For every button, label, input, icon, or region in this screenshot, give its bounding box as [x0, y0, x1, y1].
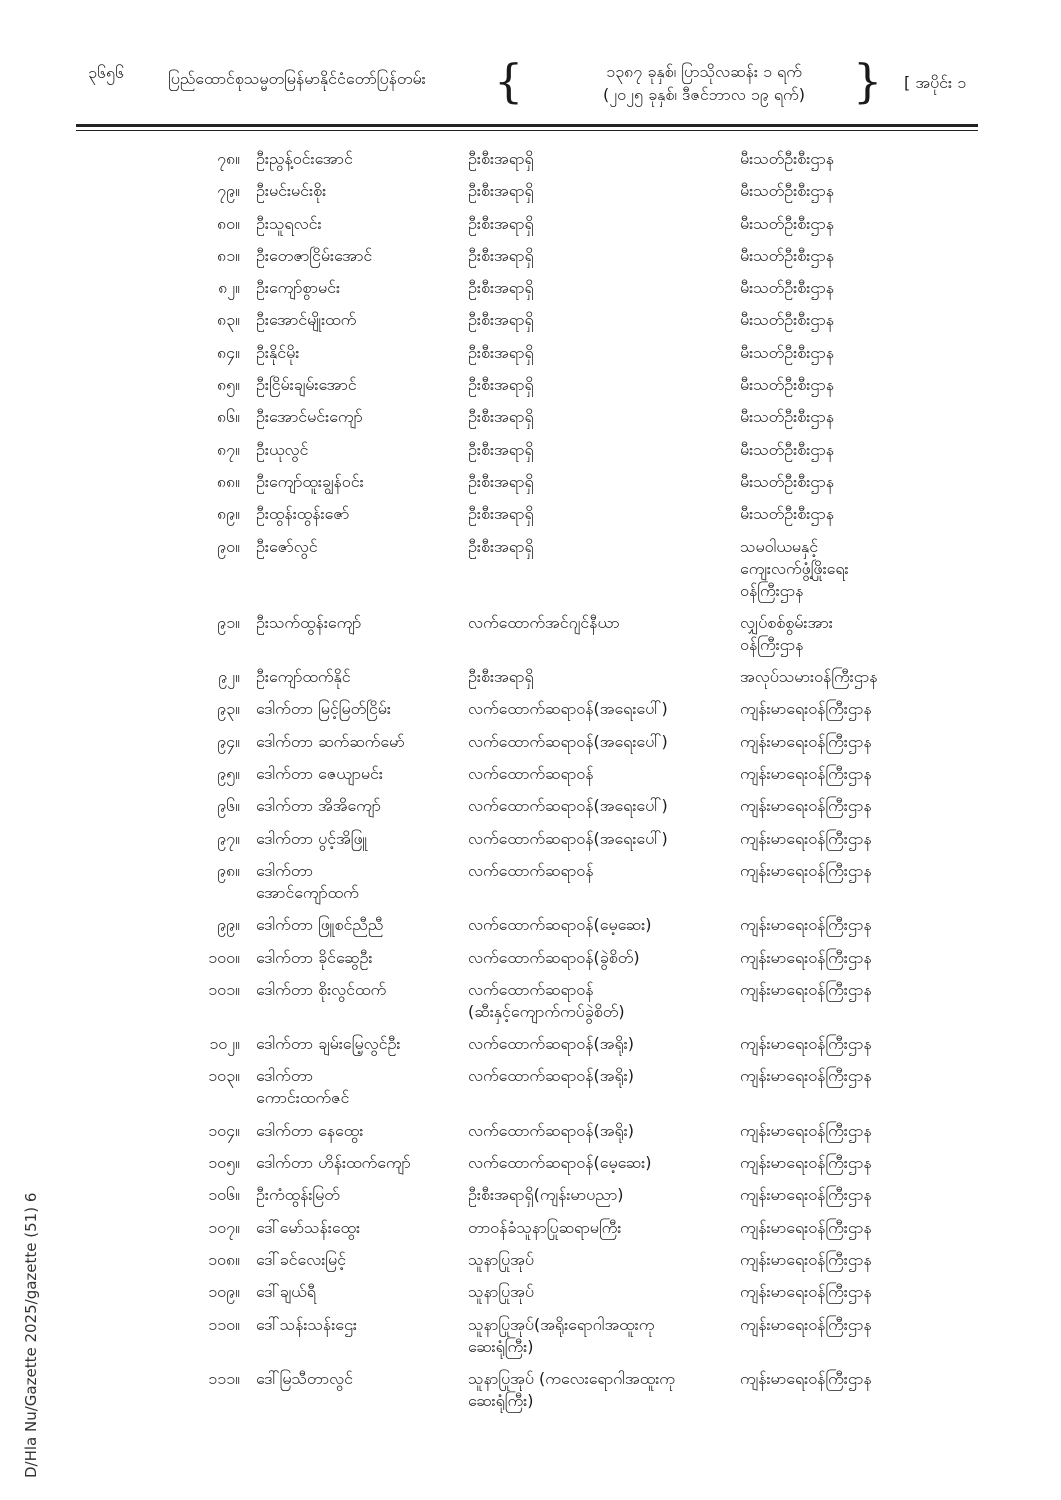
department-line: မီးသတ်ဦးစီးဌာန [740, 213, 834, 233]
item-number: ၈၄။ [217, 342, 240, 362]
department [740, 213, 970, 235]
position-line: ဆေးရုံကြီး) [468, 1390, 534, 1410]
list-item [0, 860, 1061, 914]
position [468, 979, 730, 1023]
issue-date [574, 60, 834, 106]
position-line: လက်ထောက်ဆရာဝန် [468, 979, 594, 999]
department [740, 763, 970, 785]
person-name [256, 860, 446, 904]
list-item [0, 1368, 1061, 1422]
list-item [0, 406, 1061, 438]
position [468, 860, 730, 882]
position-line: ဆေးရုံကြီး) [468, 1336, 534, 1356]
person-name [256, 666, 446, 688]
left-brace: { [494, 54, 524, 108]
item-number: ၉၃။ [217, 699, 240, 719]
list-item [0, 309, 1061, 341]
department-line: ကျန်းမာရေးဝန်ကြီးဌာန [740, 1217, 872, 1237]
position-line: လက်ထောက်ဆရာဝန်(အရေးပေါ်) [468, 731, 668, 751]
position-line: လက်ထောက်ဆရာဝန် [468, 764, 594, 784]
person-name-line: ဒေါက်တာ ချမ်းမြေ့လွင်ဦး [256, 1034, 401, 1054]
person-name [256, 536, 446, 558]
item-number: ၈၃။ [217, 310, 240, 330]
department [740, 1217, 970, 1239]
list-item [0, 1065, 1061, 1119]
department [740, 1120, 970, 1142]
person-name-line: ဒေါ်ခင်လေးမြင့် [256, 1249, 346, 1269]
position [468, 698, 730, 720]
item-number: ၈၀။ [217, 213, 240, 233]
person-name [256, 342, 446, 364]
list-item [0, 439, 1061, 471]
person-name [256, 1314, 446, 1336]
person-name [256, 439, 446, 461]
item-number: ၁၀၆။ [208, 1185, 240, 1205]
item-number: ၉၉။ [217, 915, 240, 935]
department [740, 439, 970, 461]
list-item [0, 245, 1061, 277]
person-name-line: ဒေါက်တာ စိုးလွင်ထက် [256, 979, 387, 999]
appointment-list [0, 148, 1061, 1422]
item-number: ၇၈။ [217, 149, 240, 168]
item-number: ၁၁၀။ [208, 1314, 240, 1334]
position [468, 439, 730, 461]
list-item [0, 1281, 1061, 1313]
item-number: ၉၁။ [217, 612, 240, 632]
person-name-line: ဦးငြိမ်းချမ်းအောင် [256, 375, 357, 395]
department [740, 860, 970, 882]
person-name-line: ဦးညွန့်ဝင်းအောင် [256, 149, 353, 168]
page-number: ၃၆၅၆ [88, 63, 124, 82]
part-label: [ အပိုင်း ၁ [904, 73, 967, 92]
list-item [0, 828, 1061, 860]
item-number: ၁၀၈။ [208, 1249, 240, 1269]
person-name [256, 1368, 446, 1390]
department-line: ကျန်းမာရေးဝန်ကြီးဌာန [740, 1066, 872, 1086]
department-line: မီးသတ်ဦးစီးဌာန [740, 342, 834, 362]
person-name [256, 277, 446, 299]
person-name [256, 795, 446, 817]
person-name-line: ဒေါက်တာ ဖြူစင်ညီညီ [256, 915, 384, 935]
department-line: ကျန်းမာရေးဝန်ကြီးဌာန [740, 979, 872, 999]
item-number: ၉၅။ [217, 764, 240, 784]
position [468, 731, 730, 753]
department-line: မီးသတ်ဦးစီးဌာန [740, 149, 834, 168]
person-name-line: ဦးနိုင်မိုး [256, 342, 300, 362]
person-name [256, 309, 446, 331]
list-item [0, 914, 1061, 946]
item-number: ၁၁၁။ [208, 1368, 240, 1388]
person-name-line: ဦးအောင်မျိုးထက် [256, 310, 357, 330]
item-number: ၁၀၉။ [208, 1282, 240, 1302]
person-name-line: ဒေါက်တာ ဇေယျာမင်း [256, 764, 383, 784]
list-item [0, 374, 1061, 406]
department-line: ကျန်းမာရေးဝန်ကြီးဌာန [740, 764, 872, 784]
department [740, 180, 970, 202]
person-name-line: ဒေါက်တာ ဟိန်းထက်ကျော် [256, 1153, 411, 1173]
position-line: လက်ထောက်ဆရာဝန်(အရေးပေါ်) [468, 828, 668, 848]
position-line: လက်ထောက်ဆရာဝန်(မေ့ဆေး) [468, 915, 652, 935]
person-name-line: ဦးမင်းမင်းစိုး [256, 181, 327, 201]
position [468, 1217, 730, 1239]
person-name-line: ကောင်းထက်ဇင် [256, 1088, 350, 1108]
department-line: ဝန်ကြီးဌာန [740, 580, 804, 600]
list-item [0, 612, 1061, 666]
position [468, 828, 730, 850]
position [468, 795, 730, 817]
position-line: ဦးစီးအရာရှိ [468, 310, 534, 330]
item-number: ၉၈။ [217, 860, 240, 880]
list-item [0, 731, 1061, 763]
person-name [256, 698, 446, 720]
person-name-line: ဦးတေဇာငြိမ်းအောင် [256, 245, 373, 265]
department-line: ကျန်းမာရေးဝန်ကြီးဌာန [740, 1185, 872, 1205]
person-name [256, 1281, 446, 1303]
position-line: ဦးစီးအရာရှိ(ကျန်းမာပညာ) [468, 1185, 624, 1205]
item-number: ၈၇။ [217, 439, 240, 459]
person-name [256, 503, 446, 525]
header-rule-thin [76, 130, 978, 131]
position-line: လက်ထောက်ဆရာဝန်(မေ့ဆေး) [468, 1153, 652, 1173]
side-note: D/Hla Nu/Gazette 2025/gazette (51) 6 [22, 1192, 40, 1478]
person-name [256, 947, 446, 969]
list-item [0, 1152, 1061, 1184]
position-line: ဦးစီးအရာရှိ [468, 504, 534, 524]
department-line: မီးသတ်ဦးစီးဌာန [740, 278, 834, 298]
person-name [256, 731, 446, 753]
item-number: ၁၀၅။ [208, 1153, 240, 1173]
department [740, 309, 970, 331]
position-line: သူနာပြုအုပ် [468, 1249, 534, 1269]
department-line: မီးသတ်ဦးစီးဌာန [740, 375, 834, 395]
department-line: လျှပ်စစ်စွမ်းအား [740, 612, 833, 632]
position-line: လက်ထောက်ဆရာဝန်(အရေးပေါ်) [468, 699, 668, 719]
person-name-line: ဦးအောင်မင်းကျော် [256, 407, 363, 427]
department-line: ကျေးလက်ဖွံ့ဖြိုးရေး [740, 558, 849, 578]
list-item [0, 947, 1061, 979]
position [468, 277, 730, 299]
page-header [0, 0, 1061, 130]
person-name [256, 1065, 446, 1109]
department-line: မီးသတ်ဦးစီးဌာန [740, 471, 834, 491]
position [468, 763, 730, 785]
department [740, 1152, 970, 1174]
list-item [0, 277, 1061, 309]
department [740, 374, 970, 396]
department [740, 698, 970, 720]
list-item [0, 503, 1061, 535]
position [468, 1249, 730, 1271]
list-item [0, 1033, 1061, 1065]
position-line: လက်ထောက်ဆရာဝန်(အရေးပေါ်) [468, 796, 668, 816]
position [468, 1368, 730, 1412]
position [468, 947, 730, 969]
list-item [0, 1120, 1061, 1152]
item-number: ၁၀၀။ [208, 947, 240, 967]
list-item [0, 471, 1061, 503]
position-line: ဦးစီးအရာရှိ [468, 407, 534, 427]
position-line: လက်ထောက်ဆရာဝန်(အရိုး) [468, 1120, 634, 1140]
department [740, 666, 970, 688]
position [468, 374, 730, 396]
position [468, 914, 730, 936]
department [740, 1314, 970, 1336]
position [468, 1120, 730, 1142]
department-line: ကျန်းမာရေးဝန်ကြီးဌာန [740, 699, 872, 719]
person-name [256, 406, 446, 428]
person-name-line: ဒေါက်တာ ဆက်ဆက်မော် [256, 731, 405, 751]
position [468, 213, 730, 235]
department-line: ဝန်ကြီးဌာန [740, 634, 804, 654]
department-line: မီးသတ်ဦးစီးဌာန [740, 439, 834, 459]
department-line: ကျန်းမာရေးဝန်ကြီးဌာန [740, 1120, 872, 1140]
department [740, 536, 970, 602]
person-name-line: ဦးသက်ထွန်းကျော် [256, 612, 362, 632]
position-line: ဦးစီးအရာရှိ [468, 278, 534, 298]
position-line: ဦးစီးအရာရှိ [468, 439, 534, 459]
position [468, 612, 730, 634]
person-name-line: ဒေါက်တာ မြင့်မြတ်ငြိမ်း [256, 699, 391, 719]
person-name [256, 245, 446, 267]
position-line: ဦးစီးအရာရှိ [468, 471, 534, 491]
department [740, 406, 970, 428]
list-item [0, 763, 1061, 795]
person-name [256, 213, 446, 235]
item-number: ၈၈။ [216, 471, 240, 491]
item-number: ၉၀။ [217, 536, 240, 556]
item-number: ၉၄။ [217, 731, 240, 751]
right-brace: } [853, 54, 883, 108]
position-line: သူနာပြုအုပ် [468, 1282, 534, 1302]
person-name-line: ဦးသူရလင်း [256, 213, 322, 233]
department-line: ကျန်းမာရေးဝန်ကြီးဌာန [740, 947, 872, 967]
department-line: မီးသတ်ဦးစီးဌာန [740, 310, 834, 330]
position [468, 1152, 730, 1174]
department-line: မီးသတ်ဦးစီးဌာန [740, 407, 834, 427]
item-number: ၁၀၃။ [208, 1066, 240, 1086]
position [468, 536, 730, 558]
department-line: မီးသတ်ဦးစီးဌာန [740, 245, 834, 265]
list-item [0, 1314, 1061, 1368]
person-name-line: ဦးယုလွင် [256, 439, 309, 459]
person-name-line: ဦးထွန်းထွန်းဇော် [256, 504, 350, 524]
position-line: ဦးစီးအရာရှိ [468, 181, 534, 201]
list-item [0, 795, 1061, 827]
list-item [0, 148, 1061, 180]
person-name-line: ဒေါ်မြသီတာလွင် [256, 1368, 353, 1388]
person-name [256, 1152, 446, 1174]
issue-date-gregorian: (၂၀၂၅ ခုနှစ်၊ ဒီဇင်ဘာလ ၁၉ ရက်) [603, 85, 805, 104]
position [468, 471, 730, 493]
department [740, 342, 970, 364]
department-line: ကျန်းမာရေးဝန်ကြီးဌာန [740, 860, 872, 880]
department [740, 612, 970, 656]
department [740, 1249, 970, 1271]
item-number: ၈၂။ [218, 278, 240, 298]
item-number: ၈၆။ [217, 407, 240, 427]
position [468, 666, 730, 688]
department-line: မီးသတ်ဦးစီးဌာန [740, 181, 834, 201]
person-name-line: ဦးဇော်လွင် [256, 536, 318, 556]
list-item [0, 1217, 1061, 1249]
department [740, 1184, 970, 1206]
item-number: ၉၇။ [217, 828, 240, 848]
gazette-title: ပြည်ထောင်စုသမ္မတမြန်မာနိုင်ငံတော်ပြန်တမ်း [168, 69, 426, 88]
position [468, 1184, 730, 1206]
position-line: တာဝန်ခံသူနာပြုဆရာမကြီး [468, 1217, 622, 1237]
department-line: ကျန်းမာရေးဝန်ကြီးဌာန [740, 1368, 872, 1388]
person-name-line: ဒေါက်တာ [256, 860, 313, 880]
department-line: ကျန်းမာရေးဝန်ကြီးဌာန [740, 1249, 872, 1269]
person-name [256, 1120, 446, 1142]
person-name-line: ဦးကျော်ထက်နိုင် [256, 667, 351, 687]
department-line: ကျန်းမာရေးဝန်ကြီးဌာန [740, 796, 872, 816]
person-name-line: ဒေါ်မော်သန်းထွေး [256, 1217, 361, 1237]
person-name-line: ဒေါ်သန်းသန်းဌေး [256, 1314, 357, 1334]
person-name [256, 374, 446, 396]
department [740, 148, 970, 170]
list-item [0, 979, 1061, 1033]
position-line: သူနာပြုအုပ်(အရိုးရောဂါအထူးကု [468, 1314, 655, 1334]
department-line: ကျန်းမာရေးဝန်ကြီးဌာန [740, 1282, 872, 1302]
person-name-line: ဒေါ်ချယ်ရီ [256, 1282, 316, 1302]
department [740, 795, 970, 817]
position-line: ဦးစီးအရာရှိ [468, 342, 534, 362]
position-line: ဦးစီးအရာရှိ [468, 213, 534, 233]
person-name-line: ဒေါက်တာ [256, 1066, 313, 1086]
person-name [256, 1184, 446, 1206]
person-name-line: ဦးကျော်စွာမင်း [256, 278, 341, 298]
department [740, 503, 970, 525]
position [468, 309, 730, 331]
department [740, 947, 970, 969]
position-line: ဦးစီးအရာရှိ [468, 375, 534, 395]
department [740, 1368, 970, 1390]
person-name [256, 1249, 446, 1271]
item-number: ၁၀၁။ [208, 979, 240, 999]
list-item [0, 698, 1061, 730]
position-line: လက်ထောက်ဆရာဝန်(အရိုး) [468, 1034, 634, 1054]
department [740, 471, 970, 493]
department [740, 277, 970, 299]
position [468, 1065, 730, 1087]
person-name [256, 914, 446, 936]
person-name [256, 1033, 446, 1055]
item-number: ၁၀၄။ [208, 1120, 240, 1140]
person-name [256, 763, 446, 785]
list-item [0, 213, 1061, 245]
item-number: ၈၁။ [217, 245, 240, 265]
position-line: လက်ထောက်ဆရာဝန် [468, 860, 594, 880]
department [740, 979, 970, 1001]
list-item [0, 666, 1061, 698]
person-name [256, 828, 446, 850]
person-name-line: ဒေါက်တာ ခိုင်ဆွေဦး [256, 947, 373, 967]
department-line: ကျန်းမာရေးဝန်ကြီးဌာန [740, 1314, 872, 1334]
position-line: ဦးစီးအရာရှိ [468, 245, 534, 265]
item-number: ၉၆။ [217, 796, 240, 816]
position [468, 180, 730, 202]
department-line: ကျန်းမာရေးဝန်ကြီးဌာန [740, 828, 872, 848]
position [468, 148, 730, 170]
position-line: လက်ထောက်ဆရာဝန်(အရိုး) [468, 1066, 634, 1086]
person-name [256, 148, 446, 170]
person-name [256, 979, 446, 1001]
department-line: ကျန်းမာရေးဝန်ကြီးဌာန [740, 1034, 872, 1054]
position [468, 406, 730, 428]
person-name-line: ဒေါက်တာ ပွင့်အိဖြူ [256, 828, 368, 848]
department [740, 828, 970, 850]
list-item [0, 180, 1061, 212]
position [468, 503, 730, 525]
list-item [0, 1184, 1061, 1216]
item-number: ၈၅။ [217, 375, 240, 395]
person-name-line: ဦးကံထွန်းမြတ် [256, 1185, 340, 1205]
department-line: သမဝါယမနှင့် [740, 536, 819, 556]
department-line: ကျန်းမာရေးဝန်ကြီးဌာန [740, 731, 872, 751]
position-line: ဦးစီးအရာရှိ [468, 149, 534, 168]
list-item [0, 342, 1061, 374]
department-line: အလုပ်သမားဝန်ကြီးဌာန [740, 667, 878, 687]
item-number: ၉၂။ [218, 667, 240, 687]
department [740, 914, 970, 936]
position-line: လက်ထောက်ဆရာဝန်(ခွဲစိတ်) [468, 947, 640, 967]
person-name [256, 1217, 446, 1239]
department-line: မီးသတ်ဦးစီးဌာန [740, 504, 834, 524]
person-name [256, 471, 446, 493]
department [740, 731, 970, 753]
position [468, 1033, 730, 1055]
list-item [0, 1249, 1061, 1281]
position-line: (ဆီးနှင့်ကျောက်ကပ်ခွဲစိတ်) [468, 1001, 625, 1021]
person-name [256, 180, 446, 202]
person-name-line: အောင်ကျော်ထက် [256, 882, 359, 902]
department [740, 1033, 970, 1055]
person-name-line: ဒေါက်တာ အိအိကျော် [256, 796, 381, 816]
person-name [256, 612, 446, 634]
item-number: ၁၀၂။ [209, 1034, 240, 1054]
department [740, 245, 970, 267]
issue-date-myanmar: ၁၃၈၇ ခုနှစ်၊ ပြာသိုလဆန်း ၁ ရက် [606, 62, 802, 81]
department [740, 1281, 970, 1303]
header-rule-thick [76, 124, 978, 127]
position [468, 342, 730, 364]
list-item [0, 536, 1061, 612]
position [468, 245, 730, 267]
position [468, 1314, 730, 1358]
position-line: လက်ထောက်အင်ဂျင်နီယာ [468, 612, 620, 632]
item-number: ၈၉။ [217, 504, 240, 524]
person-name-line: ဦးကျော်ထူးချွန်ဝင်း [256, 471, 364, 491]
position-line: ဦးစီးအရာရှိ [468, 667, 534, 687]
department-line: ကျန်းမာရေးဝန်ကြီးဌာန [740, 915, 872, 935]
position-line: သူနာပြုအုပ် (ကလေးရောဂါအထူးကု [468, 1368, 675, 1388]
person-name-line: ဒေါက်တာ နေထွေး [256, 1120, 364, 1140]
department-line: ကျန်းမာရေးဝန်ကြီးဌာန [740, 1153, 872, 1173]
position-line: ဦးစီးအရာရှိ [468, 536, 534, 556]
item-number: ၇၉။ [217, 181, 240, 201]
item-number: ၁၀၇။ [208, 1217, 240, 1237]
position [468, 1281, 730, 1303]
department [740, 1065, 970, 1087]
